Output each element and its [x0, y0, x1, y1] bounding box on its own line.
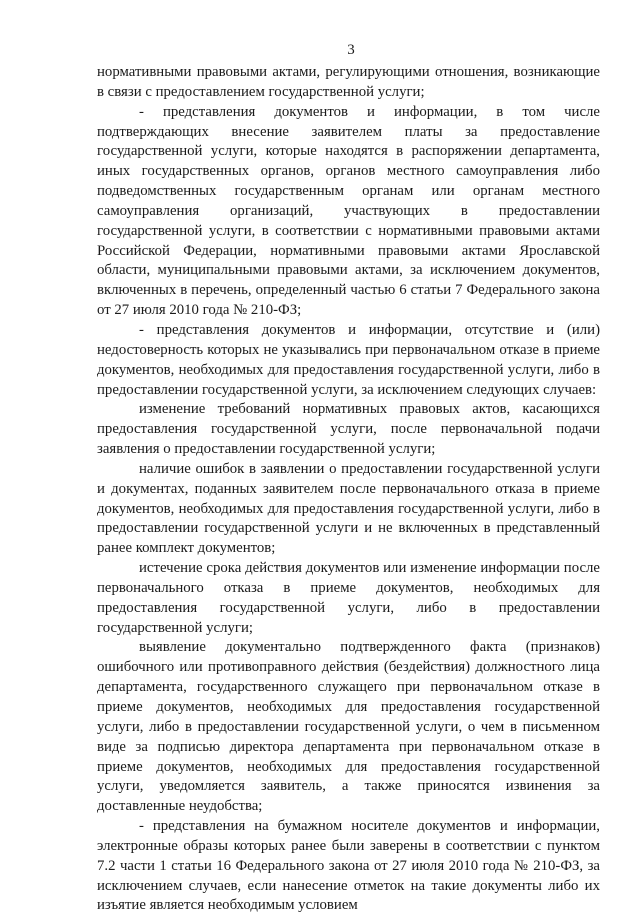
document-body	[97, 63, 600, 916]
paragraph: наличие ошибок в заявлении о предоставлении государственной услуги и документах, поданных заявителем после первоначального отказа в приеме документов, необходимых для предоставления государственной услуги, либо в предоставлении государственной услуги и не включенных в представленный ранее комплект документов;	[97, 460, 600, 557]
paragraph: нормативными правовыми актами, регулирующими отношения, возникающие в связи с предоставлением государственной услуги;	[97, 64, 600, 100]
paragraph: выявление документально подтвержденного факта (признаков) ошибочного или противоправного действия (бездействия) должностного лица департамента, государственного служащего при первоначальном отказе в приеме документов, необходимых для предоставления государственной услуги, либо в предоставлении государственной услуги, о чем в письменном виде за подписью директора департамента при первоначальном отказе в приеме документов, необходимых для предоставления государственной услуги, уведомляется заявитель, а также приносятся извинения за доставленные неудобства;	[97, 639, 600, 815]
paragraph: - представления документов и информации, отсутствие и (или) недостоверность которых не указывались при первоначальном отказе в приеме документов, необходимых для предоставления государственной услуги, либо в предоставлении государственной услуги, за исключением следующих случаев:	[97, 321, 600, 398]
page-number: 3	[347, 42, 355, 58]
paragraph: истечение срока действия документов или изменение информации после первоначального отказа в приеме документов, необходимых для предоставления государственной услуги, либо в предоставлении государственной услуги;	[97, 560, 600, 636]
paragraph: изменение требований нормативных правовых актов, касающихся предоставления государственной услуги, после первоначальной подачи заявления о предоставлении государственной услуги;	[97, 401, 600, 458]
paragraph: - представления на бумажном носителе документов и информации, электронные образы которых ранее были заверены в соответствии с пунктом 7.2 части 1 статьи 16 Федерального закона от 27 июля 2010 года № 210-ФЗ, за исключением случаев, если нанесение отметок на такие документы либо их изъятие является необходимым условием	[97, 818, 600, 914]
paragraph: - представления документов и информации, в том числе подтверждающих внесение заявителем платы за предоставление государственной услуги, которые находятся в распоряжении департамента, иных государственных органов, органов местного самоуправления либо подведомственных государственным органам или органам местного самоуправления организаций, участвующих в предоставлении государственной услуги, в соответствии с нормативными правовыми актами Российской Федерации, нормативными правовыми актами Ярославской области, муниципальными правовыми актами, за исключением документов, включенных в перечень, определенный частью 6 статьи 7 Федерального закона от 27 июля 2010 года № 210-ФЗ;	[97, 103, 600, 319]
